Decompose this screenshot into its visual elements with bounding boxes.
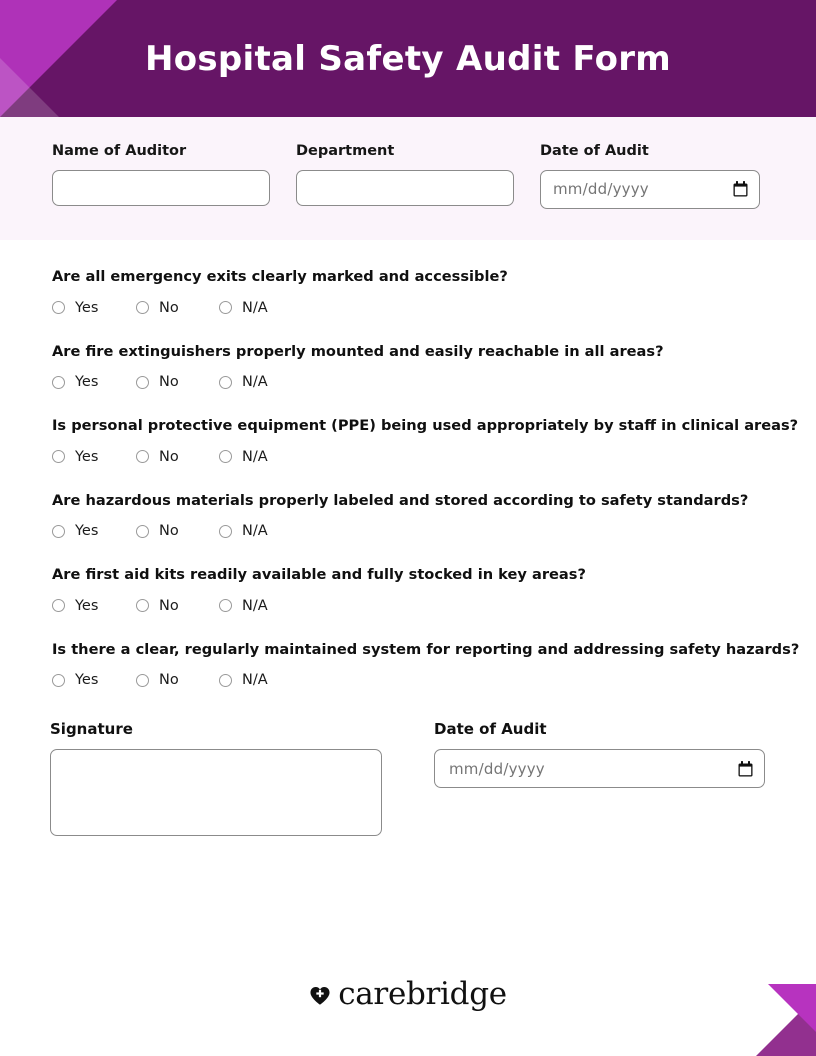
radio-button-no[interactable]: [136, 376, 149, 389]
radio-label-yes: Yes: [75, 448, 99, 465]
question-block: [52, 641, 816, 689]
page-header: [0, 0, 816, 117]
radio-label-yes: Yes: [75, 523, 99, 539]
radio-label-no: No: [159, 299, 179, 316]
signature-section: [0, 715, 816, 836]
questions-list: [0, 240, 816, 688]
radio-button-na[interactable]: [219, 525, 232, 538]
label-date-of-audit: Date of Audit: [540, 143, 649, 159]
radio-option-na[interactable]: [219, 523, 268, 539]
field-group-name-of-auditor: [52, 144, 270, 209]
radio-label-na: N/A: [242, 523, 268, 539]
radio-button-no[interactable]: [136, 525, 149, 538]
radio-label-na: N/A: [242, 374, 268, 390]
radio-group: [52, 374, 816, 390]
date-of-audit-input[interactable]: [540, 170, 760, 209]
signature-date-input[interactable]: [434, 749, 765, 788]
radio-label-yes: Yes: [75, 374, 99, 390]
radio-button-na[interactable]: [219, 301, 232, 314]
radio-button-na[interactable]: [219, 674, 232, 687]
question-text: Is personal protective equipment (PPE) being used appropriately by staff in clinical areas?: [52, 417, 799, 434]
radio-button-yes[interactable]: [52, 525, 65, 538]
radio-option-na[interactable]: [219, 374, 268, 390]
question-block: [52, 566, 816, 614]
question-text: Is there a clear, regularly maintained system for reporting and addressing safety hazards?: [52, 640, 800, 658]
calendar-icon[interactable]: [733, 181, 748, 197]
radio-group: [52, 598, 816, 614]
question-text: Are first aid kits readily available and fully stocked in key areas?: [52, 566, 586, 583]
label-name-of-auditor: Name of Auditor: [52, 143, 187, 159]
radio-button-yes[interactable]: [52, 301, 65, 314]
radio-option-yes[interactable]: [52, 672, 108, 688]
radio-group: [52, 449, 816, 465]
radio-option-na[interactable]: [219, 449, 268, 465]
department-input[interactable]: [296, 170, 514, 206]
radio-label-na: N/A: [242, 299, 268, 316]
radio-option-yes[interactable]: [52, 374, 108, 390]
signature-date-placeholder: mm/dd/yyyy: [449, 759, 545, 778]
radio-label-no: No: [159, 374, 179, 390]
radio-label-na: N/A: [242, 597, 268, 614]
radio-button-yes[interactable]: [52, 450, 65, 463]
question-text: Are all emergency exits clearly marked and accessible?: [52, 268, 508, 285]
calendar-icon[interactable]: [738, 761, 753, 777]
label-signature: Signature: [50, 720, 133, 738]
signature-input[interactable]: [50, 749, 382, 836]
radio-label-na: N/A: [242, 672, 268, 688]
radio-option-yes[interactable]: [52, 598, 108, 614]
question-block: [52, 492, 816, 540]
field-group-department: [296, 144, 514, 209]
radio-option-no[interactable]: [136, 449, 191, 465]
field-group-date-of-audit: [540, 144, 760, 209]
radio-group: [52, 523, 816, 539]
footer: [0, 966, 816, 1022]
page-title: Hospital Safety Audit Form: [144, 38, 672, 79]
radio-button-na[interactable]: [219, 450, 232, 463]
radio-label-yes: Yes: [75, 299, 99, 316]
radio-button-no[interactable]: [136, 450, 149, 463]
radio-button-na[interactable]: [219, 376, 232, 389]
radio-button-no[interactable]: [136, 301, 149, 314]
radio-option-yes[interactable]: [52, 300, 108, 316]
question-block: [52, 268, 816, 316]
radio-label-na: N/A: [242, 448, 268, 465]
heart-plus-icon: [309, 985, 331, 1007]
label-department: Department: [296, 143, 395, 159]
radio-group: [52, 300, 816, 316]
radio-button-na[interactable]: [219, 599, 232, 612]
radio-button-yes[interactable]: [52, 599, 65, 612]
radio-label-no: No: [159, 448, 179, 465]
radio-label-no: No: [159, 597, 179, 614]
radio-option-no[interactable]: [136, 300, 191, 316]
radio-option-no[interactable]: [136, 672, 191, 688]
radio-option-na[interactable]: [219, 598, 268, 614]
brand-logo: [309, 975, 507, 1012]
radio-button-no[interactable]: [136, 674, 149, 687]
radio-option-no[interactable]: [136, 374, 191, 390]
radio-button-no[interactable]: [136, 599, 149, 612]
question-block: [52, 343, 816, 391]
field-group-signature-date: [434, 720, 765, 836]
auditor-info-band: [0, 117, 816, 240]
radio-button-yes[interactable]: [52, 674, 65, 687]
radio-option-no[interactable]: [136, 598, 191, 614]
date-of-audit-placeholder: mm/dd/yyyy: [553, 180, 649, 199]
radio-label-yes: Yes: [75, 672, 99, 688]
name-of-auditor-input[interactable]: [52, 170, 270, 206]
radio-button-yes[interactable]: [52, 376, 65, 389]
radio-option-yes[interactable]: [52, 449, 108, 465]
radio-option-no[interactable]: [136, 523, 191, 539]
question-block: [52, 417, 816, 465]
question-text: Are hazardous materials properly labeled and stored according to safety standards?: [52, 491, 749, 509]
field-group-signature: [50, 720, 382, 836]
radio-option-na[interactable]: [219, 672, 268, 688]
radio-option-na[interactable]: [219, 300, 268, 316]
radio-label-no: No: [159, 523, 179, 539]
radio-group: [52, 672, 816, 688]
radio-label-yes: Yes: [75, 597, 99, 614]
brand-name: carebridge: [338, 975, 507, 1012]
radio-option-yes[interactable]: [52, 523, 108, 539]
radio-label-no: No: [159, 672, 179, 688]
label-signature-date: Date of Audit: [434, 720, 547, 738]
question-text: Are fire extinguishers properly mounted and easily reachable in all areas?: [52, 342, 664, 360]
